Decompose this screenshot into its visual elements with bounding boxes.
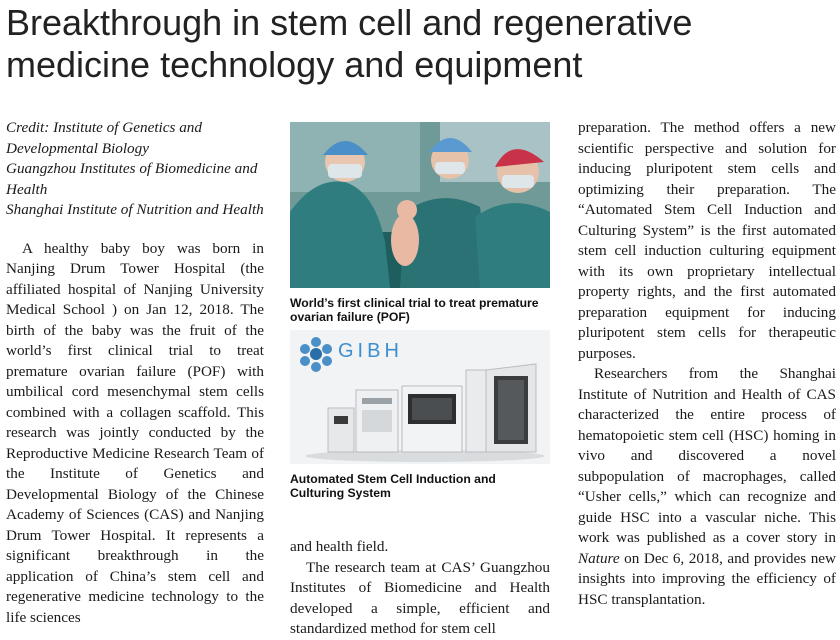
column-right bbox=[578, 118, 836, 610]
column-middle bbox=[290, 537, 550, 640]
journal-name: Nature bbox=[578, 549, 620, 567]
caption-equipment: Automated Stem Cell Induction and Culturing System bbox=[290, 472, 496, 500]
credit-line: Shanghai Institute of Nutrition and Health bbox=[6, 201, 264, 218]
body-paragraph-2: The research team at CAS’ Guangzhou Institutes of Biomedicine and Health developed a simple, efficient and standardized method for stem cell bbox=[290, 558, 550, 637]
body-paragraph-1: A healthy baby boy was born in Nanjing Drum Tower Hospital (the affiliated hospital of Nanjing University Medical School ) on Jan 12, 2018. The birth of the baby was the fruit of the world’s first clinical trial to treat premature ovarian failure (POF) with umbilical cord mesenchymal stem cells combined with a collagen scaffold. This research was jointly conducted by the Reproductive Medicine Research Team of the Institute of Genetics and Developmental Biology of the Chinese Academy of Sciences (CAS) and Nanjing Drum Tower Hospital. It represents a significant breakthrough in the application of China’s stem cell and regenerative medicine technology to the life sciences bbox=[6, 239, 264, 626]
article-headline: Breakthrough in stem cell and regenerative medicine technology and equipment bbox=[6, 2, 693, 85]
credit-line: Guangzhou Institutes of Biomedicine and Health bbox=[6, 160, 258, 198]
paragraph-3-text: Researchers from the Shanghai Institute of Nutrition and Health of CAS characterized the entire process of hematopoietic stem cell (HSC) homing in vivo and discovered a novel subpopulation of macrophages, called “Usher cells,” which can recognize and guide HSC into a vascular niche. This work was published as a cover story in bbox=[578, 365, 836, 546]
body-paragraph-1-continued: and health field. bbox=[290, 538, 389, 555]
credit-line: Credit: Institute of Genetics and Developmental Biology bbox=[6, 119, 202, 157]
body-paragraph-2-continued: preparation. The method offers a new scientific perspective and solution for inducing pluripotent stem cells and optimizing their preparation. The “Automated Stem Cell Induction and Culturing System” is the first automated stem cell induction culturing equipment with its own proprietary intellectual property rights, and the first automated preparation equipment for inducing pluripotent stem cells for therapeutic purposes. bbox=[578, 119, 836, 362]
credit-block bbox=[6, 118, 264, 221]
gibh-logo-text: GIBH bbox=[338, 340, 403, 362]
equipment-figure bbox=[290, 330, 550, 464]
paragraph-3-text-end: on Dec 6, 2018, and provides new insights into improving the efficiency of HSC transplantation. bbox=[578, 549, 836, 608]
caption-clinical-trial: World’s first clinical trial to treat premature ovarian failure (POF) bbox=[290, 296, 539, 324]
surgery-photo bbox=[290, 122, 550, 288]
equipment-illustration bbox=[290, 330, 550, 464]
column-left bbox=[6, 118, 264, 628]
body-paragraph-3 bbox=[578, 364, 836, 610]
